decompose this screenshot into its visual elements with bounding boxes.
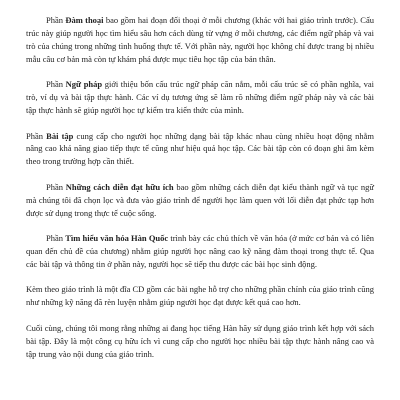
section-term-bai-tap: Bài tập [46, 130, 74, 141]
paragraph-lead: Phần [26, 130, 47, 141]
paragraph-lead: Phần [46, 181, 66, 192]
paragraph-body: Kèm theo giáo trình là một đĩa CD gồm các bài nghe hỗ trợ cho những phần chính của giáo trình cũng như những kỹ năng đã rèn luyện nhằm giúp người học đạt được kết quả cao hơn. [26, 284, 374, 308]
paragraph-bai-tap [26, 130, 374, 169]
paragraph-lead: Phần [46, 233, 66, 244]
section-term-ngu-phap: Ngữ pháp [65, 79, 103, 90]
paragraph-cd [26, 283, 374, 309]
paragraph-body: giới thiệu bốn cấu trúc ngữ pháp căn nắm, mỗi cấu trúc sẽ có phần nghĩa, vai trò, ví dụ và bài tập thực hành. Các ví dụ tương ứng sẽ làm rõ những điểm ngữ pháp này và các bài tập thực hành sẽ giúp người học tự kiểm tra kiến thức của mình. [26, 79, 375, 116]
paragraph-dam-thoai [26, 14, 374, 66]
paragraph-body: trình bày các chủ thích về văn hóa (ở mức cơ bản và có liên quan đến chủ đề của chương) nhằm giúp người học nâng cao kỹ năng đàm thoại trong thực tế. Qua các bài tập và thông tin ở phần này, người học sẽ tiếp thu được các bài học sinh động. [26, 233, 374, 269]
paragraph-ngu-phap [26, 78, 374, 117]
paragraph-cach-dien-dat [26, 181, 374, 220]
section-term-cach-dien-dat: Những cách diễn đạt hữu ích [65, 181, 174, 192]
section-term-dam-thoai: Đàm thoại [65, 15, 104, 25]
paragraph-closing [26, 322, 374, 361]
paragraph-body: bao gồm hai đoạn đối thoại ở mỗi chương (khác với hai giáo trình trước). Cấu trúc này giúp người học tìm hiểu sâu hơn cách dùng từ vựng ở mỗi chương, các điểm ngữ pháp và vai trò của chúng trong những tình huống thực tế. Với phần này, người học không chỉ được trang bị nhiều mẫu câu cơ bản mà còn tự khám phá được mục tiêu học tập của bản thân. [26, 15, 375, 64]
paragraph-body: cung cấp cho người học những dạng bài tập khác nhau cùng nhiều hoạt động nhằm nâng cao khả năng giao tiếp thực tế cũng như hiệu quả học tập. Các bài tập còn có đoạn ghi âm kèm theo trong trường hợp cần thiết. [26, 130, 375, 167]
paragraph-lead: Phần [46, 79, 66, 90]
section-term-van-hoa: Tìm hiểu văn hóa Hàn Quốc [65, 233, 169, 244]
paragraph-lead: Phần [46, 15, 66, 25]
paragraph-body: Cuối cùng, chúng tôi mong rằng những ai đang học tiếng Hàn hãy sử dụng giáo trình kết hợp với sách bài tập. Đây là một công cụ hữu ích vì cung cấp cho người học nhiều bài tập thực hành nâng cao và tập trung vào nội dung của giáo trình. [26, 322, 374, 359]
paragraph-body: bao gồm những cách diễn đạt kiểu thành ngữ và tục ngữ mà chúng tôi đã chọn lọc và đưa vào giáo trình để người học làm quen với lối diễn đạt phức tạp hơn được sử dụng trong thực tế cuộc sống. [26, 181, 375, 218]
paragraph-van-hoa [26, 232, 374, 271]
